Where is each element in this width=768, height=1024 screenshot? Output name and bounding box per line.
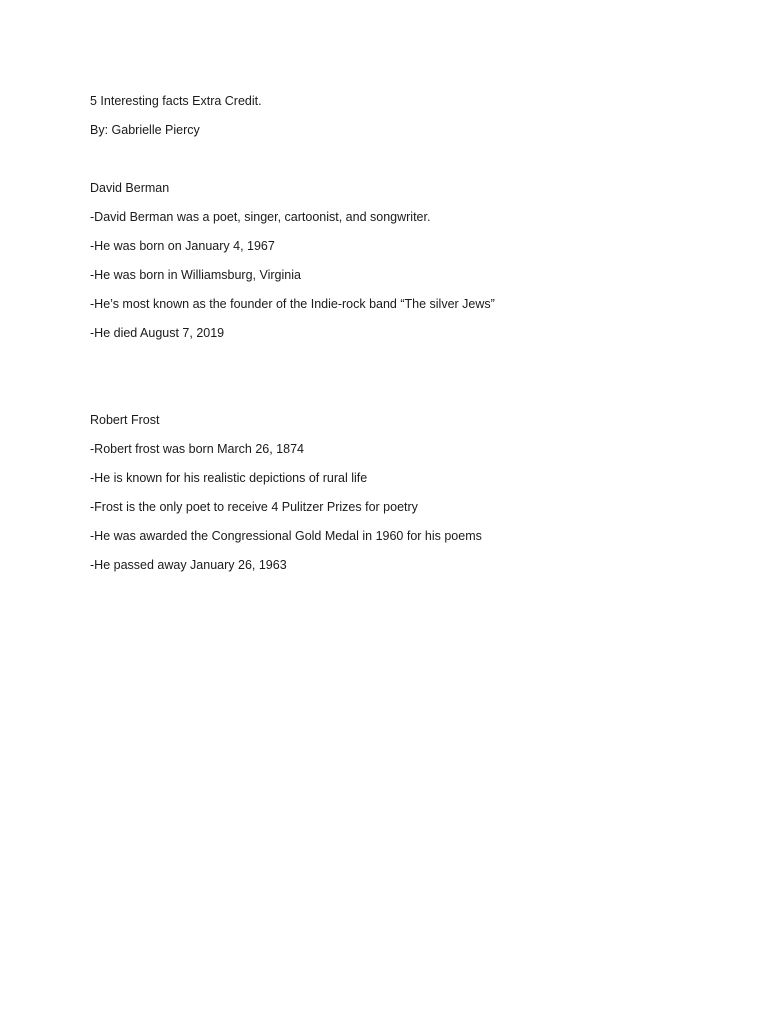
section-heading-david-berman: David Berman [90,181,170,195]
author-byline: By: Gabrielle Piercy [90,123,200,137]
document-title: 5 Interesting facts Extra Credit. [90,94,262,108]
document-body [90,93,690,573]
fact-item: -He was born in Williamsburg, Virginia [90,268,301,282]
fact-item: -He died August 7, 2019 [90,326,225,340]
fact-item: -He was born on January 4, 1967 [90,239,275,253]
fact-item: -Frost is the only poet to receive 4 Pulitzer Prizes for poetry [90,500,418,514]
fact-item: -He’s most known as the founder of the Indie-rock band “The silver Jews” [90,297,495,311]
fact-item: -Robert frost was born March 26, 1874 [90,442,304,456]
fact-item: -David Berman was a poet, singer, cartoonist, and songwriter. [90,210,431,224]
fact-item: -He passed away January 26, 1963 [90,558,287,572]
fact-item: -He is known for his realistic depictions of rural life [90,471,368,485]
section-heading-robert-frost: Robert Frost [90,413,160,427]
fact-item: -He was awarded the Congressional Gold Medal in 1960 for his poems [90,529,482,543]
